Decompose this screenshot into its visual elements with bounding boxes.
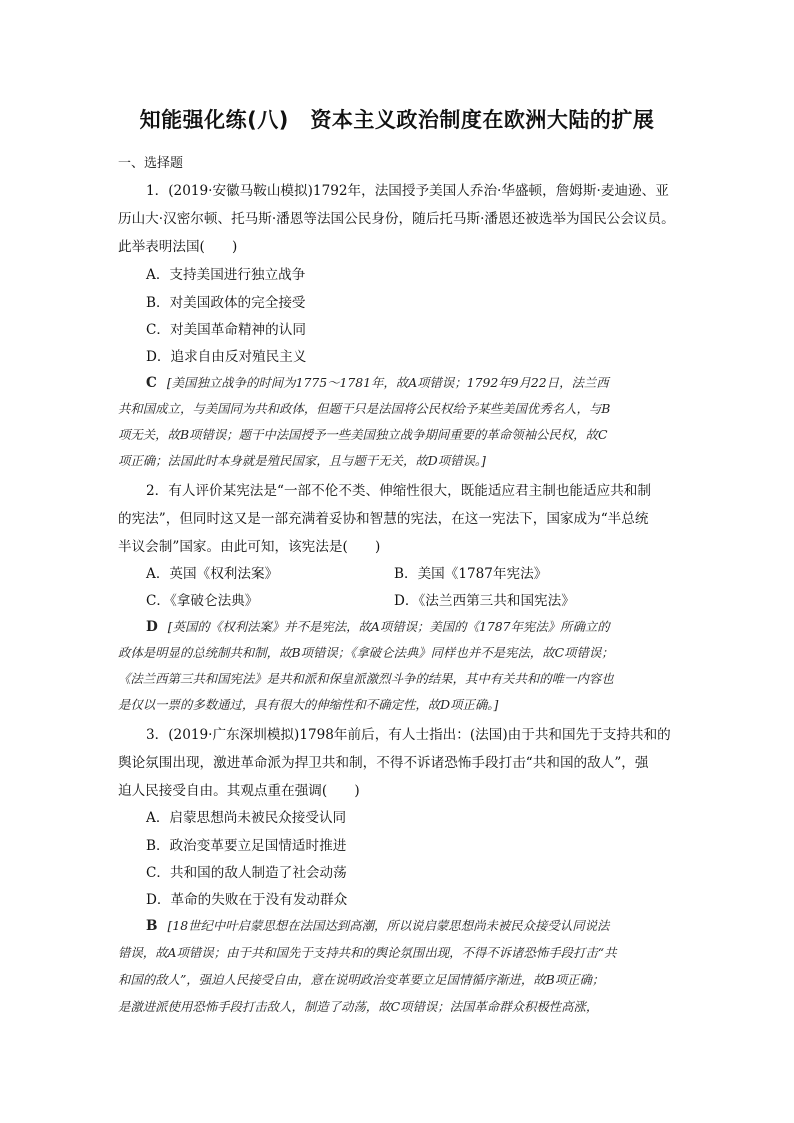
q1-line-1: 1．(2019·安徽马鞍山模拟)1792年，法国授予美国人乔治·华盛顿，詹姆斯·麦迪逊、亚 [146, 183, 669, 199]
q1-answer-line-3: 项无关，故B项错误；题干中法国授予一些美国独立战争期间重要的革命领袖公民权，故C [118, 427, 608, 442]
q1-answer-text: [美国独立战争的时间为1775～1781年，故A项错误；1792年9月22日，法兰西 [166, 375, 609, 390]
q2-option-d: D．《法兰西第三共和国宪法》 [394, 593, 575, 609]
q1-answer-line-4: 项正确；法国此时本身就是殖民国家，且与题干无关，故D项错误。] [118, 453, 486, 468]
q3-answer-text: [18世纪中叶启蒙思想在法国达到高潮，所以说启蒙思想尚未被民众接受认同说法 [167, 918, 610, 933]
q3-answer-letter: B [146, 918, 158, 934]
q2-answer-line-1 [146, 617, 678, 635]
q3-line-2: 舆论氛围出现，激进革命派为捍卫共和制，不得不诉诸恐怖手段打击“共和国的敌人”，强 [118, 755, 649, 771]
section-heading: 一、选择题 [118, 156, 184, 171]
q3-line-3: 迫人民接受自由。其观点重在强调( ) [118, 783, 360, 799]
q1-answer-line-2: 共和国成立，与美国同为共和政体，但题干只是法国将公民权给予某些美国优秀名人，与B [118, 401, 611, 416]
q1-option-b: B．对美国政体的完全接受 [146, 295, 306, 311]
q1-line-2: 历山大·汉密尔顿、托马斯·潘恩等法国公民身份，随后托马斯·潘恩还被选举为国民公会议员。 [118, 211, 675, 227]
q3-answer-line-3: 和国的敌人”，强迫人民接受自由，意在说明政治变革要立足国情循序渐进，故B项正确； [118, 972, 605, 987]
q2-answer-line-3: 《法兰西第三共和国宪法》是共和派和保皇派激烈斗争的结果，其中有关共和的唯一内容也 [118, 671, 614, 686]
q3-answer-line-2: 错误，故A项错误；由于共和国先于支持共和的舆论氛围出现，不得不诉诸恐怖手段打击“共 [118, 945, 617, 960]
q3-option-d: D．革命的失败在于没有发动群众 [146, 892, 348, 908]
q2-answer-line-2: 政体是明显的总统制共和制，故B项错误；《拿破仑法典》同样也并不是宪法，故C项错误； [118, 645, 614, 660]
q1-answer-letter: C [146, 375, 157, 391]
q2-line-3: 半议会制”国家。由此可知，该宪法是( ) [118, 539, 381, 555]
q1-option-a: A．支持美国进行独立战争 [146, 267, 306, 283]
q3-option-a: A．启蒙思想尚未被民众接受认同 [146, 810, 347, 826]
q2-option-b: B．美国《1787年宪法》 [394, 566, 548, 582]
q3-option-b: B．政治变革要立足国情适时推进 [146, 838, 347, 854]
q1-answer-line-1 [146, 373, 678, 391]
q3-option-c: C．共和国的敌人制造了社会动荡 [146, 865, 347, 881]
q2-line-2: 的宪法”，但同时这又是一部充满着妥协和智慧的宪法，在这一宪法下，国家成为“半总统 [118, 511, 649, 527]
q1-option-d: D．追求自由反对殖民主义 [146, 349, 307, 365]
q2-answer-line-4: 是仅以一票的多数通过，具有很大的伸缩性和不确定性，故D项正确。] [118, 697, 499, 712]
q2-answer-text: [英国的《权利法案》并不是宪法，故A项错误；美国的《1787年宪法》所确立的 [167, 619, 610, 634]
q3-line-1: 3．(2019·广东深圳模拟)1798年前后，有人士指出：(法国)由于共和国先于支持共和的 [146, 727, 671, 743]
page-title: 知能强化练(八) 资本主义政治制度在欧洲大陆的扩展 [139, 108, 655, 132]
q1-line-3: 此举表明法国( ) [118, 239, 238, 255]
q3-answer-line-1 [146, 916, 678, 934]
q1-option-c: C．对美国革命精神的认同 [146, 322, 306, 338]
q2-option-c: C．《拿破仑法典》 [146, 593, 259, 609]
q2-answer-letter: D [146, 619, 158, 635]
q2-option-a: A．英国《权利法案》 [146, 566, 279, 582]
q2-line-1: 2．有人评价某宪法是“一部不伦不类、伸缩性很大，既能适应君主制也能适应共和制 [146, 483, 651, 499]
q3-answer-line-4: 是激进派使用恐怖手段打击敌人，制造了动荡，故C项错误；法国革命群众积极性高涨， [118, 999, 599, 1014]
